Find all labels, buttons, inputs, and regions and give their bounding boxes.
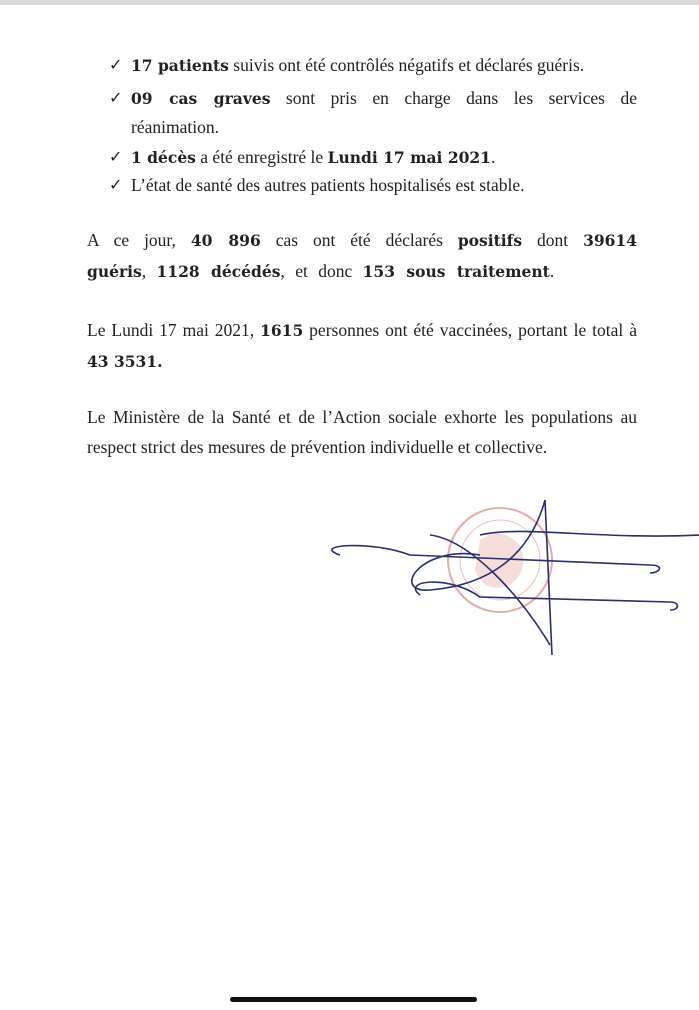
top-edge	[0, 0, 699, 5]
text: , et donc	[280, 261, 363, 281]
bullet-text: L’état de santé des autres patients hospitalisés est stable.	[131, 175, 525, 195]
bullet-item	[109, 51, 637, 80]
bullet-text: .	[490, 147, 496, 167]
summary-paragraph	[87, 225, 637, 287]
text: cas ont été déclarés	[260, 230, 458, 250]
signature-and-stamp	[320, 485, 699, 660]
bold-text: positifs	[457, 231, 523, 250]
bullet-text: a été enregistré le	[195, 147, 328, 167]
bold-text: 1 décès	[131, 148, 196, 167]
text: .	[549, 261, 555, 281]
text: ,	[141, 261, 157, 281]
checkmark-icon: ✓	[109, 90, 123, 107]
closing-paragraph: Le Ministère de la Santé et de l’Action sociale exhorte les populations au respect strict des mesures de prévention individuelle et collective.	[87, 407, 637, 457]
checkmark-icon: ✓	[109, 177, 123, 194]
text: A ce jour,	[87, 230, 191, 250]
bold-text: 39614 guéris	[87, 231, 637, 281]
checkmark-icon: ✓	[109, 57, 123, 74]
bullet-item	[109, 84, 637, 142]
bullet-item	[109, 143, 637, 172]
bold-text: 17 patients	[131, 56, 229, 75]
checkmark-icon: ✓	[109, 149, 123, 166]
home-indicator[interactable]	[230, 997, 477, 1002]
bold-text: 1615	[260, 321, 304, 340]
bullet-text: sont pris en charge dans les services de réanimation.	[131, 88, 637, 137]
vaccination-paragraph	[87, 315, 637, 377]
bullet-text: suivis ont été contrôlés négatifs et déclarés guéris.	[228, 55, 585, 75]
text: dont	[522, 230, 584, 250]
bold-text: 153 sous traitement	[362, 262, 550, 281]
bold-text: 1128 décédés	[156, 262, 281, 281]
text: personnes ont été vaccinées, portant le total à	[303, 320, 637, 340]
bold-text: 43 3531.	[87, 352, 163, 371]
bold-text: 40 896	[190, 231, 261, 250]
bold-date: Lundi 17 mai 2021	[327, 148, 491, 167]
bullet-item	[109, 171, 637, 200]
text: Le Lundi 17 mai 2021,	[87, 320, 261, 340]
bold-text: 09 cas graves	[131, 89, 271, 108]
